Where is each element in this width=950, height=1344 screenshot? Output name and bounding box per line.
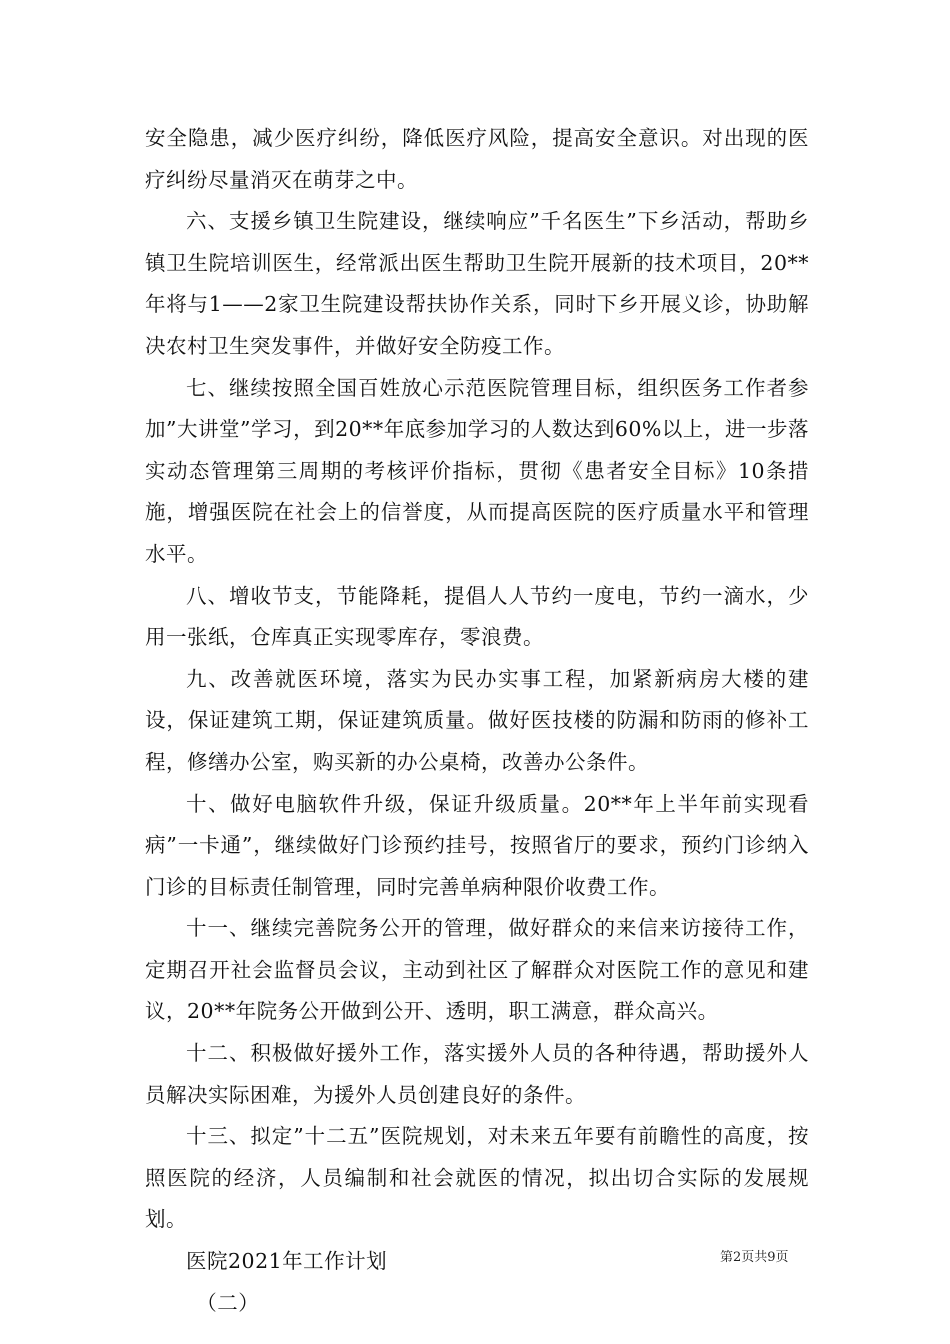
paragraph-item-9: 九、改善就医环境，落实为民办实事工程，加紧新病房大楼的建设，保证建筑工期，保证建筑质量。做好医技楼的防漏和防雨的修补工程，修缮办公室，购买新的办公桌椅，改善办公条件。 — [145, 666, 809, 774]
paragraph-item-10: 十、做好电脑软件升级，保证升级质量。20**年上半年前实现看病”一卡通”，继续做好门诊预约挂号，按照省厅的要求，预约门诊纳入门诊的目标责任制管理，同时完善单病种限价收费工作。 — [145, 791, 809, 899]
page-number-footer: 第2页共9页 — [720, 1250, 789, 1265]
document-body — [145, 118, 809, 1324]
paragraph-continuation: 安全隐患，减少医疗纠纷，降低医疗风险，提高安全意识。对出现的医疗纠纷尽量消灭在萌芽之中。 — [145, 126, 809, 192]
paragraph-item-8: 八、增收节支，节能降耗，提倡人人节约一度电，节约一滴水，少用一张纸，仓库真正实现零库存，零浪费。 — [145, 583, 809, 650]
paragraph-item-12: 十二、积极做好援外工作，落实援外人员的各种待遇，帮助援外人员解决实际困难，为援外人员创建良好的条件。 — [145, 1041, 809, 1107]
next-section-subtitle: （二） — [196, 1290, 260, 1315]
next-section-title: 医院2021年工作计划 — [186, 1249, 388, 1274]
paragraph-item-13: 十三、拟定”十二五”医院规划，对未来五年要有前瞻性的高度，按照医院的经济，人员编制和社会就医的情况，拟出切合实际的发展规划。 — [145, 1124, 809, 1232]
paragraph-item-7: 七、继续按照全国百姓放心示范医院管理目标，组织医务工作者参加”大讲堂”学习，到20**年底参加学习的人数达到60%以上，进一步落实动态管理第三周期的考核评价指标，贯彻《患者安全目标》10条措施，增强医院在社会上的信誉度，从而提高医院的医疗质量水平和管理水平。 — [145, 375, 809, 566]
paragraph-item-11: 十一、继续完善院务公开的管理，做好群众的来信来访接待工作，定期召开社会监督员会议，主动到社区了解群众对医院工作的意见和建议，20**年院务公开做到公开、透明，职工满意，群众高兴。 — [145, 916, 809, 1024]
paragraph-item-6: 六、支援乡镇卫生院建设，继续响应”千名医生”下乡活动，帮助乡镇卫生院培训医生，经常派出医生帮助卫生院开展新的技术项目，20**年将与1——2家卫生院建设帮扶协作关系，同时下乡开展义诊，协助解决农村卫生突发事件，并做好安全防疫工作。 — [145, 209, 809, 358]
